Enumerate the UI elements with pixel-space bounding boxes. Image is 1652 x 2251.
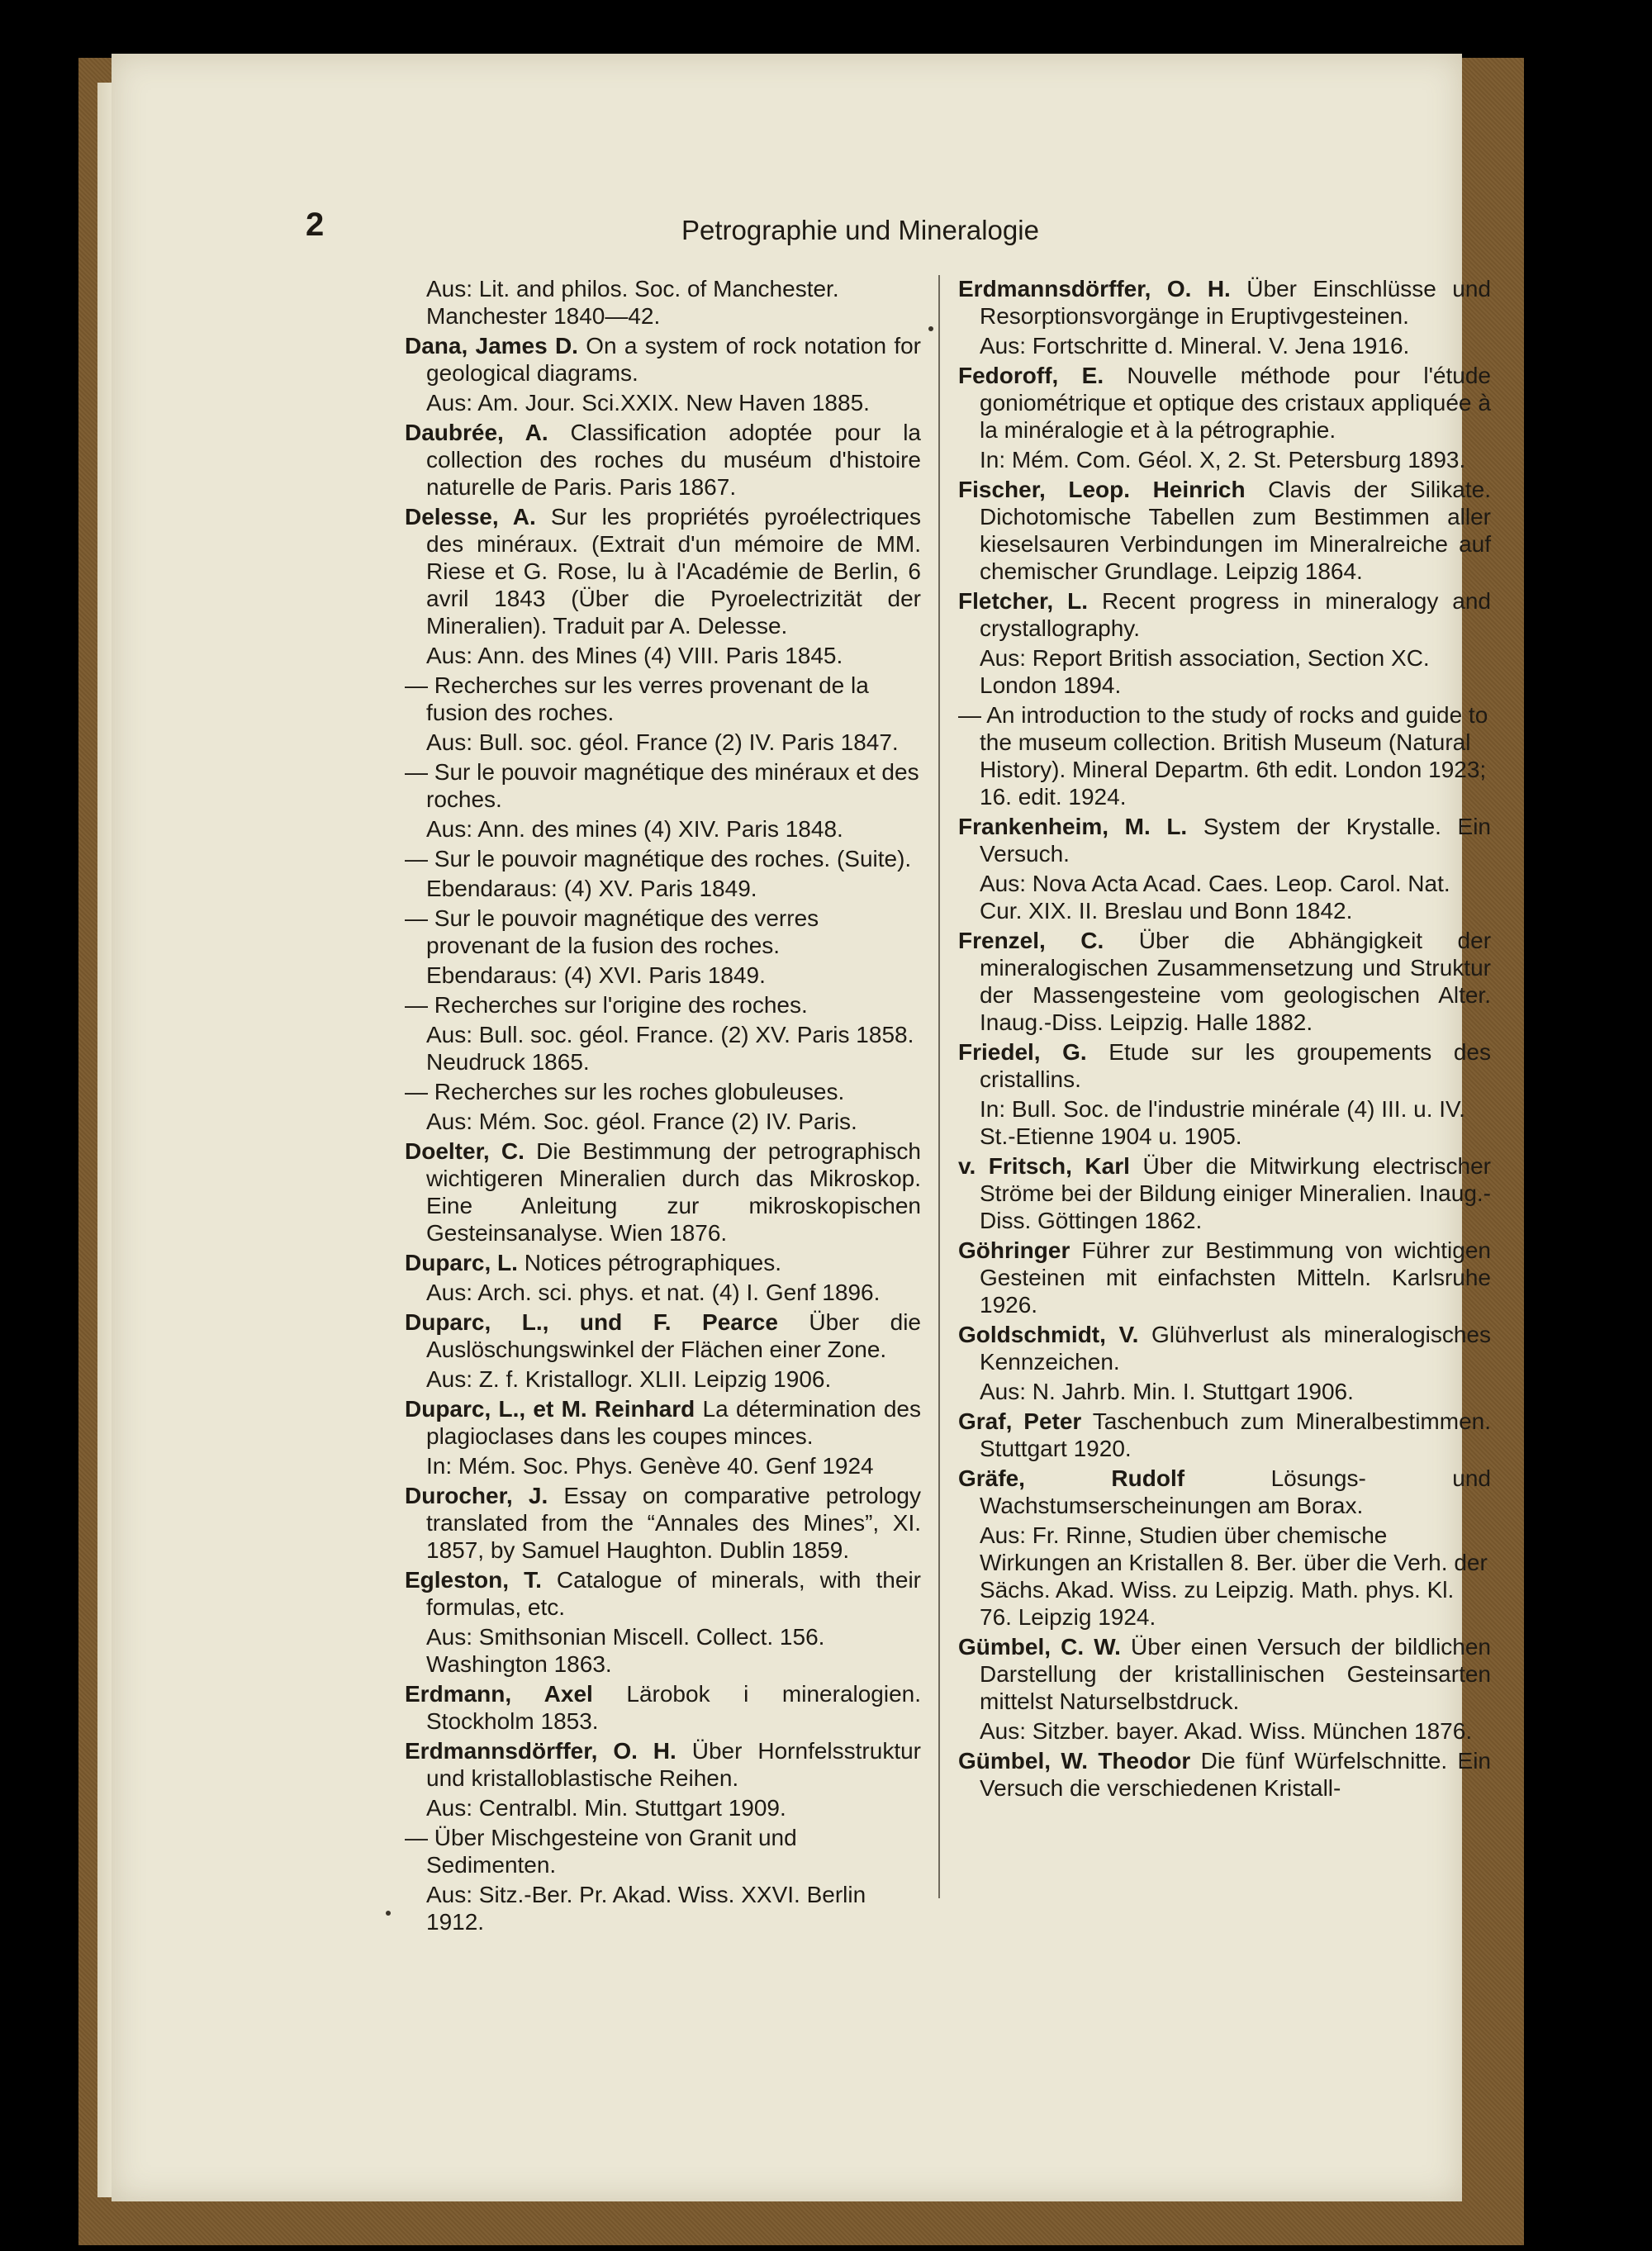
entry-author: Frankenheim, M. L. <box>958 814 1188 839</box>
entry-source: Ebendaraus: (4) XV. Paris 1849. <box>426 876 757 901</box>
continuation-entry: — Recherches sur l'origine des roches. <box>405 992 808 1018</box>
entry-source: Aus: Mém. Soc. géol. France (2) IV. Paris. <box>426 1109 857 1134</box>
continuation-entry: — Sur le pouvoir magnétique des minéraux et des roches. <box>405 759 919 812</box>
entry-title: Notices pétrographiques. <box>524 1250 781 1275</box>
entry-author: Duparc, L., und F. Pearce <box>405 1309 778 1335</box>
entry-source: Aus: Bull. soc. géol. France (2) IV. Paris 1847. <box>426 729 899 755</box>
entry-source: Aus: Nova Acta Acad. Caes. Leop. Carol. Nat. Cur. XIX. II. Breslau und Bonn 1842. <box>980 871 1450 924</box>
entry-title: Über die Mitwirkung electrischer Ströme bei der Bildung einiger Mineralien. Inaug.-Diss. Göttingen 1862. <box>980 1153 1492 1233</box>
entry-title: Clavis der Silikate. Dichotomische Tabellen zum Bestimmen aller kieselsauren Verbindungen im Mineralreiche auf chemischer Grundlage. Leipzig 1864. <box>980 477 1491 584</box>
page-number: 2 <box>306 207 325 243</box>
bibliography-entry <box>958 476 1491 585</box>
bibliography-entry <box>958 1237 1491 1318</box>
entry-title: Nouvelle méthode pour l'étude goniométrique et optique des cristaux appliquée à la minéralogie et à la pétrographie. <box>980 363 1491 443</box>
entry-source: Aus: Sitzber. bayer. Akad. Wiss. München 1876. <box>980 1718 1473 1744</box>
entry-source: Aus: Centralbl. Min. Stuttgart 1909. <box>426 1795 786 1821</box>
entry-title: Classification adoptée pour la collection des roches du muséum d'histoire naturelle de Paris. Paris 1867. <box>426 420 921 500</box>
entry-source: Aus: Smithsonian Miscell. Collect. 156. Washington 1863. <box>426 1624 825 1677</box>
bibliography-entry <box>958 587 1491 642</box>
entry-author: Duparc, L. <box>405 1250 518 1275</box>
bibliography-entry <box>958 1747 1491 1802</box>
entry-title: Die fünf Würfelschnitte. Ein Versuch die verschiedenen Kristall- <box>980 1748 1491 1801</box>
entry-author: Dana, James D. <box>405 333 578 359</box>
entry-title: La détermination des plagioclases dans les coupes minces. <box>426 1396 921 1449</box>
entry-title: System der Krystalle. Ein Versuch. <box>980 814 1491 867</box>
entry-source: In: Mém. Soc. Phys. Genève 40. Genf 1924 <box>426 1453 874 1479</box>
continuation-entry: — Recherches sur les roches globuleuses. <box>405 1079 845 1104</box>
entry-source: Aus: Z. f. Kristallogr. XLII. Leipzig 1906. <box>426 1366 832 1392</box>
entry-author: Delesse, A. <box>405 504 536 530</box>
entry-author: Göhringer <box>958 1237 1070 1263</box>
entry-title: Lösungs- und Wachstumserscheinungen am Borax. <box>980 1465 1492 1518</box>
bibliography-entry <box>405 1395 921 1450</box>
print-speck <box>386 1911 391 1916</box>
entry-title: Führer zur Bestimmung von wichtigen Gesteinen mit einfachsten Mitteln. Karlsruhe 1926. <box>980 1237 1491 1318</box>
entry-title: Über die Auslöschungswinkel der Flächen einer Zone. <box>426 1309 921 1362</box>
continuation-entry: — Sur le pouvoir magnétique des verres provenant de la fusion des roches. <box>405 905 819 958</box>
entry-title: Über Einschlüsse und Resorptionsvorgänge in Eruptivgesteinen. <box>980 276 1492 329</box>
entry-author: Goldschmidt, V. <box>958 1322 1139 1347</box>
continuation-entry: — Recherches sur les verres provenant de la fusion des roches. <box>405 672 869 725</box>
entry-title: Catalogue of minerals, with their formulas, etc. <box>426 1567 921 1620</box>
bibliography-entry <box>958 1152 1491 1234</box>
entry-author: Erdmann, Axel <box>405 1681 593 1707</box>
entry-author: Gräfe, Rudolf <box>958 1465 1185 1491</box>
bibliography-entry <box>405 1308 921 1363</box>
entry-source: Aus: Ann. des Mines (4) VIII. Paris 1845. <box>426 643 843 668</box>
entry-author: Frenzel, C. <box>958 928 1104 953</box>
bibliography-entry <box>405 419 921 501</box>
bibliography-entry <box>405 1482 921 1564</box>
continuation-entry: — Sur le pouvoir magnétique des roches. (Suite). <box>405 846 912 871</box>
entry-source: Ebendaraus: (4) XVI. Paris 1849. <box>426 962 766 988</box>
entry-source: Aus: Report British association, Section XC. London 1894. <box>980 645 1430 698</box>
bibliography-entry <box>958 1465 1491 1519</box>
bibliography-entry <box>958 1633 1491 1715</box>
entry-source: Aus: Fortschritte d. Mineral. V. Jena 1916. <box>980 333 1410 359</box>
print-speck <box>928 326 933 331</box>
entry-title: Essay on comparative petrology translated from the “Annales des Mines”, XI. 1857, by Samuel Haughton. Dublin 1859. <box>426 1483 921 1563</box>
bibliography-entry <box>958 275 1491 330</box>
entry-author: Gümbel, C. W. <box>958 1634 1121 1660</box>
column-divider <box>938 275 940 1898</box>
entry-source: Aus: Ann. des mines (4) XIV. Paris 1848. <box>426 816 843 842</box>
entry-author: Erdmannsdörffer, O. H. <box>958 276 1231 302</box>
left-column <box>405 275 921 1938</box>
entry-title: Glühverlust als mineralogisches Kennzeichen. <box>980 1322 1491 1375</box>
entry-title: Taschenbuch zum Mineralbestimmen. Stuttgart 1920. <box>980 1408 1491 1461</box>
entry-source: Aus: Fr. Rinne, Studien über chemische Wirkungen an Kristallen 8. Ber. über die Verh. der Sächs. Akad. Wiss. zu Leipzig. Math. phys. Kl. 76. Leipzig 1924. <box>980 1522 1488 1630</box>
bibliography-entry <box>958 1408 1491 1462</box>
entry-author: Gümbel, W. Theodor <box>958 1748 1191 1774</box>
entry-author: Friedel, G. <box>958 1039 1087 1065</box>
entry-author: Daubrée, A. <box>405 420 548 445</box>
entry-author: Duparc, L., et M. Reinhard <box>405 1396 695 1422</box>
bibliography-entry <box>958 362 1491 444</box>
entry-title: Recent progress in mineralogy and crystallography. <box>980 588 1492 641</box>
entry-source: Aus: Arch. sci. phys. et nat. (4) I. Genf 1896. <box>426 1280 881 1305</box>
entry-author: Graf, Peter <box>958 1408 1082 1434</box>
continuation-entry: — An introduction to the study of rocks and guide to the museum collection. British Museum (Natural History). Mineral Departm. 6th edit. London 1923; 16. edit. 1924. <box>958 702 1488 810</box>
entry-title: On a system of rock notation for geological diagrams. <box>426 333 921 386</box>
right-column <box>958 275 1491 1804</box>
entry-source: Aus: N. Jahrb. Min. I. Stuttgart 1906. <box>980 1379 1354 1404</box>
entry-author: Egleston, T. <box>405 1567 542 1593</box>
entry-author: Fletcher, L. <box>958 588 1089 614</box>
bibliography-entry <box>405 1566 921 1621</box>
running-title: Petrographie und Mineralogie <box>681 215 1039 245</box>
entry-author: Fedoroff, E. <box>958 363 1104 388</box>
entry-title: Die Bestimmung der petrographisch wichtigeren Mineralien durch das Mikroskop. Eine Anleitung zur mikroskopischen Gesteinsanalyse. Wien 1876. <box>426 1138 922 1246</box>
entry-author: Doelter, C. <box>405 1138 525 1164</box>
bibliography-entry <box>958 1038 1491 1093</box>
entry-title: Sur les propriétés pyroélectriques des minéraux. (Extrait d'un mémoire de MM. Riese et G. Rose, lu à l'Académie de Berlin, 6 avril 1843 (Über die Pyroelectrizität der Mineralien). Traduit par A. Delesse. <box>426 504 922 639</box>
bibliography-entry <box>405 1680 921 1735</box>
entry-source: Aus: Am. Jour. Sci.XXIX. New Haven 1885. <box>426 390 870 416</box>
entry-title: Über Hornfelsstruktur und kristalloblastische Reihen. <box>426 1738 921 1791</box>
continuation-entry: — Über Mischgesteine von Granit und Sedimenten. <box>405 1825 797 1878</box>
entry-author: Durocher, J. <box>405 1483 548 1508</box>
entry-source: Aus: Sitz.-Ber. Pr. Akad. Wiss. XXVI. Berlin 1912. <box>426 1882 866 1935</box>
entry-source: Aus: Bull. soc. géol. France. (2) XV. Paris 1858. Neudruck 1865. <box>426 1022 914 1075</box>
entry-source: In: Bull. Soc. de l'industrie minérale (4) III. u. IV. St.-Etienne 1904 u. 1905. <box>980 1096 1465 1149</box>
entry-source: Aus: Lit. and philos. Soc. of Manchester. Manchester 1840—42. <box>426 276 839 329</box>
bibliography-entry <box>405 1249 921 1276</box>
entry-title: Über die Abhängigkeit der mineralogischen Zusammensetzung und Struktur der Massengesteine vom geologischen Alter. Inaug.-Diss. Leipzig. Halle 1882. <box>980 928 1492 1035</box>
bibliography-entry <box>405 1737 921 1792</box>
bibliography-entry <box>405 332 921 387</box>
entry-title: Über einen Versuch der bildlichen Darstellung der kristallinischen Gesteinsarten mittelst Naturselbstdruck. <box>980 1634 1492 1714</box>
entry-author: Erdmannsdörffer, O. H. <box>405 1738 676 1764</box>
entry-source: In: Mém. Com. Géol. X, 2. St. Petersburg 1893. <box>980 447 1466 473</box>
page-header <box>306 207 1148 256</box>
bibliography-entry <box>958 813 1491 867</box>
bibliography-entry <box>958 927 1491 1036</box>
bibliography-entry <box>405 1137 921 1247</box>
entry-author: v. Fritsch, Karl <box>958 1153 1130 1179</box>
entry-title: Etude sur les groupements des cristallins. <box>980 1039 1491 1092</box>
bibliography-entry <box>405 503 921 639</box>
entry-title: Lärobok i mineralogien. Stockholm 1853. <box>426 1681 922 1734</box>
bibliography-entry <box>958 1321 1491 1375</box>
entry-author: Fischer, Leop. Heinrich <box>958 477 1246 502</box>
